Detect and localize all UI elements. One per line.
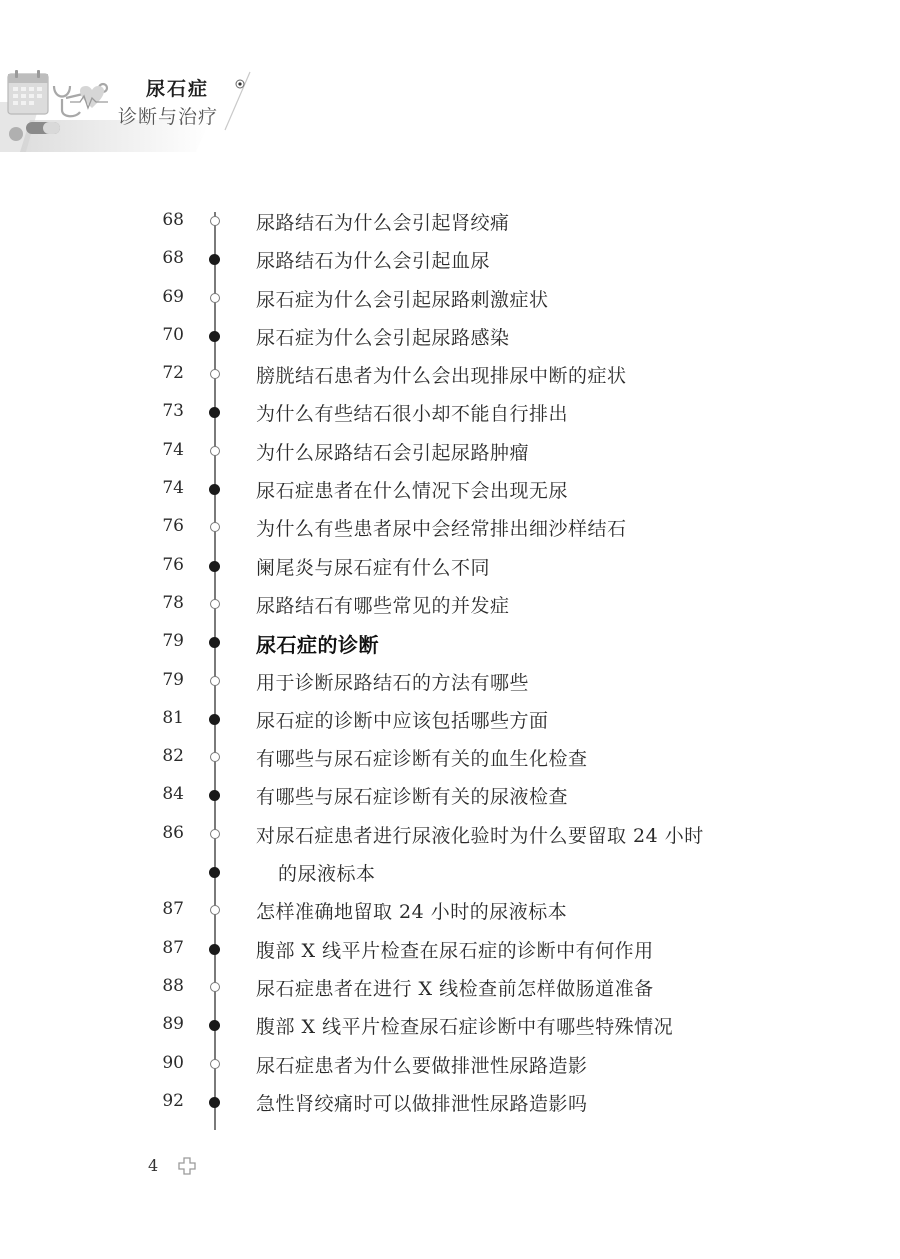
- toc-entry: [0, 355, 900, 393]
- toc-entry-title: 尿石症患者为什么要做排泄性尿路造影: [256, 1054, 588, 1077]
- toc-entry-title: 为什么尿路结石会引起尿路肿瘤: [256, 441, 530, 464]
- toc-entry-title: 用于诊断尿路结石的方法有哪些: [256, 671, 530, 694]
- toc-entry-title: 尿石症患者在进行 X 线检查前怎样做肠道准备: [256, 977, 654, 1000]
- toc-entry-title: 膀胱结石患者为什么会出现排尿中断的症状: [256, 365, 627, 388]
- toc-section-heading: [0, 623, 900, 661]
- toc-page-number: 76: [162, 554, 184, 575]
- toc-entry: [0, 508, 900, 546]
- toc-page-number: 90: [162, 1052, 184, 1073]
- filled-dot-icon: [209, 484, 220, 495]
- page-number: 4: [148, 1156, 159, 1175]
- toc-entry: [0, 1083, 900, 1121]
- filled-dot-icon: [209, 944, 220, 955]
- toc-page-number: 89: [162, 1014, 184, 1035]
- toc-entry: [0, 202, 900, 240]
- hollow-dot-icon: [210, 1059, 220, 1069]
- filled-dot-icon: [209, 331, 220, 342]
- toc-entry-title: 尿石症患者在什么情况下会出现无尿: [256, 480, 569, 503]
- hollow-dot-icon: [210, 599, 220, 609]
- hollow-dot-icon: [210, 446, 220, 456]
- heart-icon: [70, 86, 108, 108]
- hollow-dot-icon: [210, 293, 220, 303]
- book-title: 尿石症: [146, 78, 210, 100]
- toc-page-number: 73: [162, 401, 184, 422]
- toc-entry: [0, 930, 900, 968]
- toc-page-number: 78: [162, 592, 184, 613]
- toc-entry-title: 急性肾绞痛时可以做排泄性尿路造影吗: [256, 1092, 588, 1115]
- toc-entry-title: 尿路结石为什么会引起肾绞痛: [256, 212, 510, 234]
- toc-entry: [0, 240, 900, 278]
- hollow-dot-icon: [210, 522, 220, 532]
- toc-entry: [0, 470, 900, 508]
- toc-entry-title: 为什么有些结石很小却不能自行排出: [256, 403, 569, 426]
- toc-entry-title: 尿石症的诊断: [256, 633, 379, 658]
- toc-page-number: 76: [162, 516, 184, 537]
- filled-dot-icon: [209, 561, 220, 572]
- toc-page-number: 74: [162, 478, 184, 499]
- toc-entry: [0, 1045, 900, 1083]
- book-subtitle: 诊断与治疗: [118, 106, 219, 128]
- toc-page-number: 79: [162, 631, 184, 652]
- toc-entry: [0, 279, 900, 317]
- toc-entry-title: 尿路结石有哪些常见的并发症: [256, 594, 510, 617]
- toc-page-number: 72: [162, 363, 184, 384]
- toc-entry: [0, 853, 900, 891]
- toc-entry: [0, 700, 900, 738]
- toc-entry: [0, 738, 900, 776]
- filled-dot-icon: [209, 790, 220, 801]
- hollow-dot-icon: [210, 216, 220, 226]
- toc-entry-title: 的尿液标本: [278, 863, 376, 886]
- toc-entry: [0, 1006, 900, 1044]
- toc-entry: [0, 585, 900, 623]
- toc-entry-title: 尿石症为什么会引起尿路感染: [256, 326, 510, 349]
- filled-dot-icon: [209, 714, 220, 725]
- filled-dot-icon: [209, 254, 220, 265]
- toc-entry-title: 对尿石症患者进行尿液化验时为什么要留取 24 小时: [256, 824, 704, 847]
- hollow-dot-icon: [210, 829, 220, 839]
- toc-page-number: 92: [162, 1090, 184, 1111]
- table-of-contents: [0, 202, 900, 1121]
- medical-cross-icon: [178, 1157, 196, 1175]
- toc-page-number: 82: [162, 746, 184, 767]
- toc-entry: [0, 815, 900, 853]
- toc-entry: [0, 393, 900, 431]
- toc-entry: [0, 968, 900, 1006]
- filled-dot-icon: [209, 1020, 220, 1031]
- toc-page-number: 87: [162, 899, 184, 920]
- toc-entry: [0, 891, 900, 929]
- toc-entry-title: 尿石症为什么会引起尿路刺激症状: [256, 288, 549, 311]
- toc-entry: [0, 432, 900, 470]
- toc-entry-title: 腹部 X 线平片检查尿石症诊断中有哪些特殊情况: [256, 1016, 674, 1039]
- toc-entry: [0, 662, 900, 700]
- toc-entry-title: 有哪些与尿石症诊断有关的血生化检查: [256, 748, 588, 771]
- toc-page-number: 79: [162, 669, 184, 690]
- toc-page-number: 68: [162, 210, 184, 230]
- filled-dot-icon: [209, 407, 220, 418]
- toc-page-number: 87: [162, 937, 184, 958]
- toc-page-number: 74: [162, 439, 184, 460]
- hollow-dot-icon: [210, 905, 220, 915]
- hollow-dot-icon: [210, 369, 220, 379]
- toc-entry-title: 有哪些与尿石症诊断有关的尿液检查: [256, 786, 569, 809]
- toc-page-number: 88: [162, 975, 184, 996]
- toc-entry: [0, 317, 900, 355]
- toc-entry-title: 阑尾炎与尿石症有什么不同: [256, 556, 491, 579]
- toc-page-number: 70: [162, 324, 184, 345]
- toc-page-number: 68: [162, 248, 184, 269]
- toc-entry: [0, 547, 900, 585]
- filled-dot-icon: [209, 867, 220, 878]
- toc-entry: [0, 776, 900, 814]
- filled-dot-icon: [209, 1097, 220, 1108]
- hollow-dot-icon: [210, 676, 220, 686]
- toc-entry-title: 尿石症的诊断中应该包括哪些方面: [256, 709, 549, 732]
- toc-page-number: 84: [162, 784, 184, 805]
- toc-page-number: 81: [162, 707, 184, 728]
- filled-dot-icon: [209, 637, 220, 648]
- toc-page-number: 69: [162, 286, 184, 307]
- toc-entry-title: 腹部 X 线平片检查在尿石症的诊断中有何作用: [256, 939, 654, 962]
- toc-page-number: 86: [162, 822, 184, 843]
- toc-entry-title: 怎样准确地留取 24 小时的尿液标本: [256, 901, 568, 924]
- hollow-dot-icon: [210, 982, 220, 992]
- toc-entry-title: 尿路结石为什么会引起血尿: [256, 250, 491, 273]
- calendar-icon: [8, 70, 48, 114]
- hollow-dot-icon: [210, 752, 220, 762]
- toc-entry-title: 为什么有些患者尿中会经常排出细沙样结石: [256, 518, 627, 541]
